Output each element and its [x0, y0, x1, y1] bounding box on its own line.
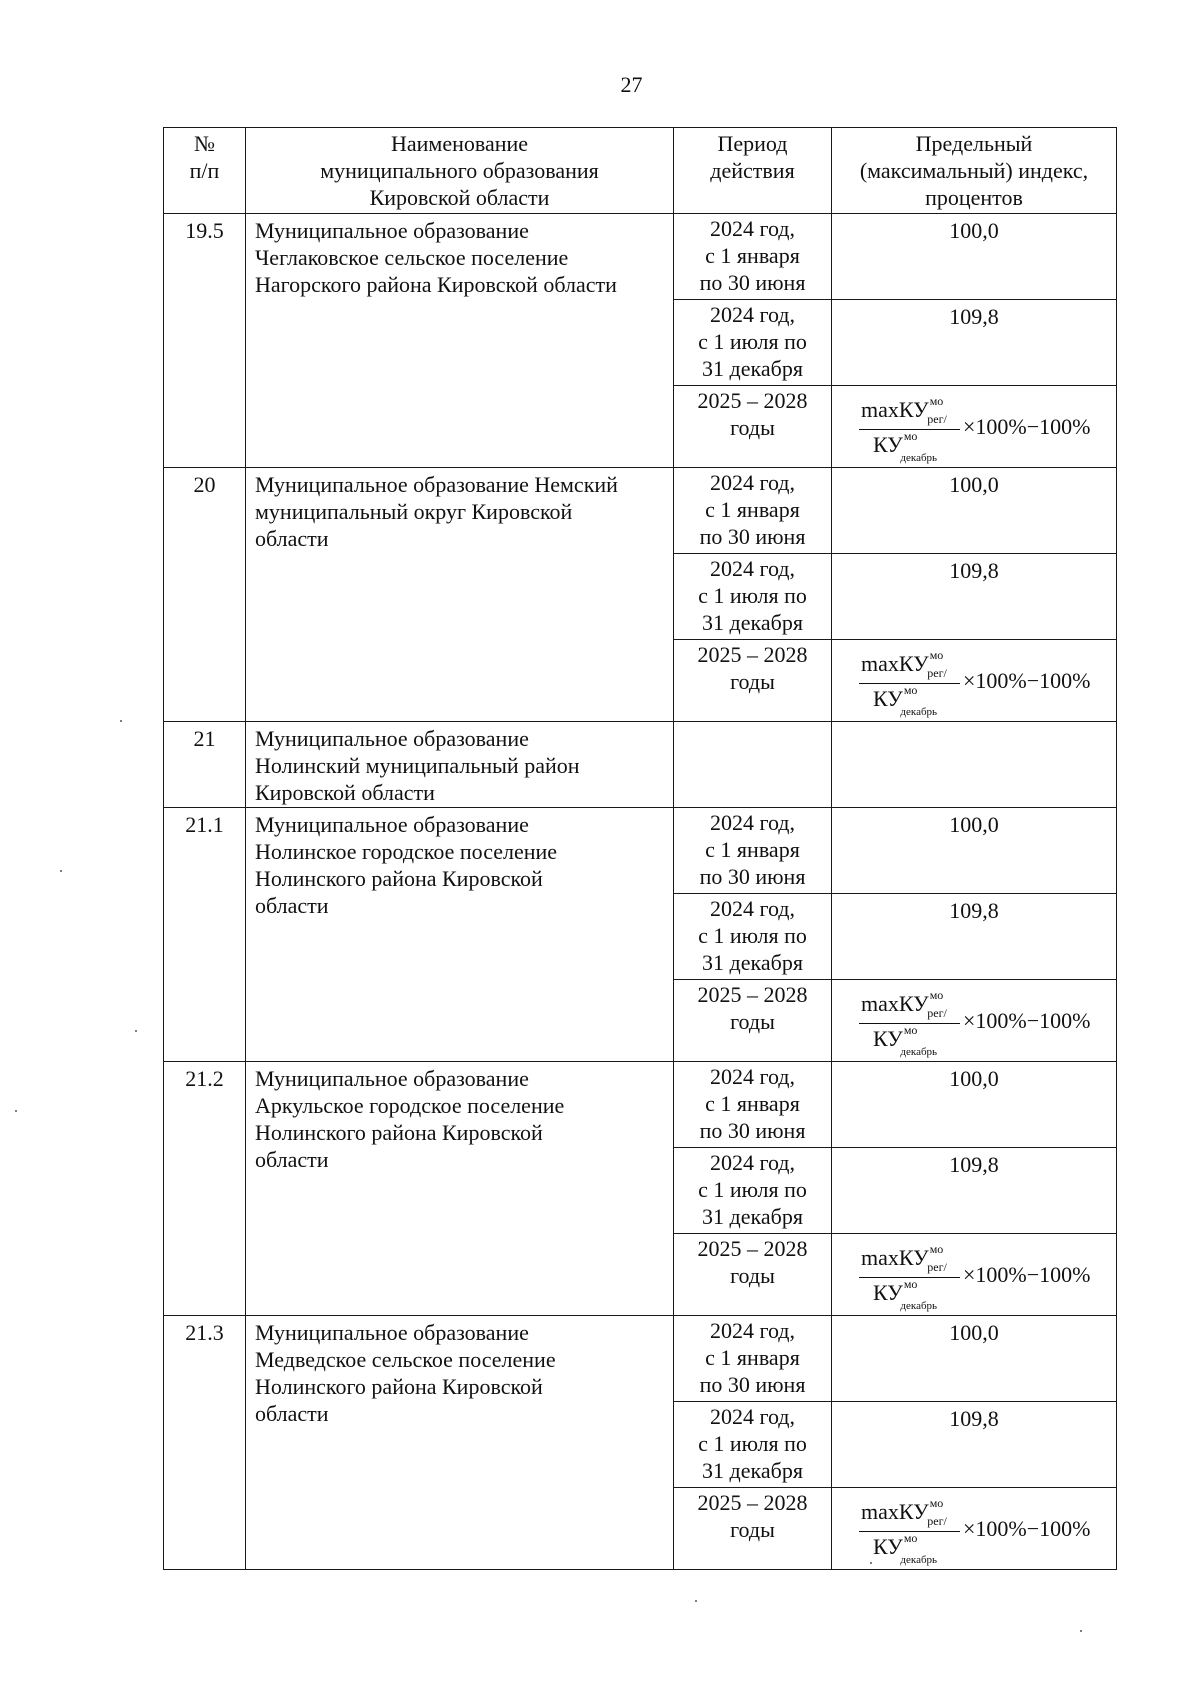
- municipality-name-line: Нолинского района Кировской: [255, 1374, 543, 1399]
- municipality-name-line: области: [255, 893, 329, 918]
- index-value-cell: [832, 808, 1117, 894]
- municipality-name-line: Нолинское городское поселение: [255, 839, 558, 864]
- period-cell: [674, 1148, 832, 1234]
- header-num-line: п/п: [189, 158, 220, 183]
- period-line: с 1 января: [705, 1345, 800, 1370]
- table-row: [164, 722, 1117, 808]
- period-line: с 1 января: [705, 837, 800, 862]
- formula-numerator-sup: мо: [929, 1496, 944, 1510]
- index-value-cell: [832, 1488, 1117, 1570]
- formula-denominator-sub: декабрь: [900, 1300, 938, 1312]
- row-number-cell: [164, 808, 246, 1062]
- header-name-line: Кировской области: [369, 185, 550, 210]
- index-value-cell: [832, 640, 1117, 722]
- formula-numerator-sup: мо: [929, 988, 944, 1002]
- period-line: 2024 год,: [709, 302, 796, 327]
- index-formula: [839, 389, 1109, 463]
- row-number-cell: [164, 214, 246, 468]
- municipality-name-line: Медведское сельское поселение: [255, 1347, 556, 1372]
- index-value-cell: [832, 1062, 1117, 1148]
- period-line: годы: [730, 669, 775, 694]
- formula-denominator-sub: декабрь: [900, 706, 938, 718]
- period-cell: [674, 722, 832, 808]
- municipality-name-cell: [246, 1316, 674, 1570]
- period-line: 2024 год,: [709, 1150, 796, 1175]
- index-value: 100,0: [949, 472, 999, 497]
- municipality-name-line: области: [255, 1147, 329, 1172]
- municipality-name-line: Кировской области: [255, 780, 435, 805]
- index-value: 109,8: [949, 1406, 999, 1431]
- formula-denominator: [873, 1025, 937, 1057]
- formula-denominator-sub: декабрь: [900, 452, 938, 464]
- period-line: 31 декабря: [702, 610, 803, 635]
- row-number: 21.2: [185, 1066, 224, 1091]
- row-number-cell: [164, 468, 246, 722]
- municipality-name-line: Нолинского района Кировской: [255, 1120, 543, 1145]
- row-number-cell: [164, 722, 246, 808]
- index-value: 109,8: [949, 898, 999, 923]
- period-line: с 1 июля по: [698, 1177, 807, 1202]
- period-cell: [674, 1234, 832, 1316]
- period-line: с 1 июля по: [698, 583, 807, 608]
- index-value-cell: [832, 300, 1117, 386]
- index-formula: [839, 1237, 1109, 1311]
- period-line: 31 декабря: [702, 1204, 803, 1229]
- scan-speck: [870, 1562, 872, 1564]
- table-row: [164, 808, 1117, 894]
- municipality-name-cell: [246, 808, 674, 1062]
- formula-denominator-text: КУ: [873, 1280, 903, 1305]
- period-line: годы: [730, 1517, 775, 1542]
- municipality-name-line: области: [255, 526, 329, 551]
- period-line: 2024 год,: [709, 1318, 796, 1343]
- municipality-name-line: Аркульское городское поселение: [255, 1093, 565, 1118]
- formula-numerator: [861, 650, 947, 681]
- index-value-cell: [832, 980, 1117, 1062]
- header-name-line: муниципального образования: [320, 158, 599, 183]
- period-line: по 30 июня: [699, 524, 806, 549]
- formula-denominator-sup: мо: [903, 1023, 918, 1037]
- row-number: 20: [193, 472, 216, 497]
- formula-numerator: [861, 990, 947, 1021]
- period-line: 2024 год,: [709, 810, 796, 835]
- index-table: [163, 127, 1117, 1570]
- row-number: 19.5: [185, 218, 224, 243]
- formula-denominator-sub: декабрь: [900, 1554, 938, 1566]
- formula-denominator-text: КУ: [873, 1026, 903, 1051]
- index-value-cell: [832, 214, 1117, 300]
- formula-numerator-sub: рег/: [927, 1006, 947, 1020]
- formula-denominator: [873, 431, 937, 463]
- period-line: годы: [730, 1009, 775, 1034]
- municipality-name-cell: [246, 1062, 674, 1316]
- formula-denominator-text: КУ: [873, 1534, 903, 1559]
- municipality-name-line: Муниципальное образование: [255, 1320, 529, 1345]
- index-formula: [839, 983, 1109, 1057]
- scan-speck: [695, 1600, 697, 1602]
- period-line: 2024 год,: [709, 556, 796, 581]
- formula-tail: ×100%−100%: [963, 414, 1091, 439]
- header-name-line: Наименование: [390, 131, 529, 156]
- header-index-line: (максимальный) индекс,: [859, 158, 1089, 183]
- scan-speck: [120, 720, 122, 722]
- scan-speck: [15, 1110, 17, 1112]
- scan-speck: [60, 870, 62, 872]
- page-number: 27: [620, 72, 643, 97]
- index-value-cell: [832, 554, 1117, 640]
- formula-denominator-text: КУ: [873, 686, 903, 711]
- header-period-line: действия: [710, 158, 795, 183]
- formula-numerator-text: maxКУ: [861, 1499, 929, 1524]
- formula-numerator-text: maxКУ: [861, 1245, 929, 1270]
- formula-numerator: [861, 1498, 947, 1529]
- formula-numerator-sub: рег/: [927, 1514, 947, 1528]
- municipality-name-line: Нолинский муниципальный район: [255, 753, 580, 778]
- municipality-name-line: Нолинского района Кировской: [255, 866, 543, 891]
- period-cell: [674, 894, 832, 980]
- municipality-name-cell: [246, 468, 674, 722]
- formula-numerator-sup: мо: [929, 648, 944, 662]
- period-line: годы: [730, 415, 775, 440]
- row-number-cell: [164, 1062, 246, 1316]
- period-cell: [674, 386, 832, 468]
- formula-numerator-text: maxКУ: [861, 397, 929, 422]
- formula-numerator-sub: рег/: [927, 666, 947, 680]
- period-line: 2025 – 2028: [697, 1490, 808, 1515]
- period-line: 2025 – 2028: [697, 1236, 808, 1261]
- period-line: с 1 июля по: [698, 1431, 807, 1456]
- municipality-name-line: области: [255, 1401, 329, 1426]
- period-line: по 30 июня: [699, 1372, 806, 1397]
- header-num-cell: [164, 128, 246, 214]
- formula-numerator-sup: мо: [929, 1242, 944, 1256]
- index-value: 109,8: [949, 1152, 999, 1177]
- municipality-name-line: Муниципальное образование: [255, 218, 529, 243]
- period-line: с 1 января: [705, 1091, 800, 1116]
- period-line: по 30 июня: [699, 864, 806, 889]
- scan-speck: [135, 1030, 137, 1032]
- index-value: 100,0: [949, 812, 999, 837]
- period-cell: [674, 468, 832, 554]
- period-line: 31 декабря: [702, 950, 803, 975]
- index-formula: [839, 1491, 1109, 1565]
- municipality-name-line: Муниципальное образование Немский: [255, 472, 618, 497]
- formula-tail: ×100%−100%: [963, 668, 1091, 693]
- municipality-name-cell: [246, 214, 674, 468]
- formula-denominator-sup: мо: [903, 1531, 918, 1545]
- formula-denominator-sub: декабрь: [900, 1046, 938, 1058]
- row-number: 21.1: [185, 812, 224, 837]
- table-row: [164, 214, 1117, 300]
- header-period-line: Период: [717, 131, 788, 156]
- formula-tail: ×100%−100%: [963, 1262, 1091, 1287]
- index-value-cell: [832, 894, 1117, 980]
- period-line: с 1 января: [705, 497, 800, 522]
- period-cell: [674, 300, 832, 386]
- period-line: 31 декабря: [702, 356, 803, 381]
- index-value: 100,0: [949, 1066, 999, 1091]
- formula-numerator-sup: мо: [929, 394, 944, 408]
- row-number: 21.3: [185, 1320, 224, 1345]
- formula-numerator-sub: рег/: [927, 1260, 947, 1274]
- header-index-line: процентов: [925, 185, 1023, 210]
- formula-numerator-text: maxКУ: [861, 651, 929, 676]
- period-line: 2025 – 2028: [697, 982, 808, 1007]
- period-line: с 1 июля по: [698, 329, 807, 354]
- index-value-cell: [832, 1316, 1117, 1402]
- table-header-row: [164, 128, 1117, 214]
- index-value-cell: [832, 1234, 1117, 1316]
- index-value-cell: [832, 1148, 1117, 1234]
- period-line: 2024 год,: [709, 216, 796, 241]
- period-line: 2025 – 2028: [697, 642, 808, 667]
- formula-denominator: [873, 685, 937, 717]
- row-number: 21: [193, 726, 216, 751]
- formula-denominator-sup: мо: [903, 683, 918, 697]
- formula-denominator-text: КУ: [873, 432, 903, 457]
- formula-denominator: [873, 1533, 937, 1565]
- period-cell: [674, 1316, 832, 1402]
- table-row: [164, 1316, 1117, 1402]
- period-line: годы: [730, 1263, 775, 1288]
- formula-denominator-sup: мо: [903, 1277, 918, 1291]
- municipality-name-line: Муниципальное образование: [255, 726, 529, 751]
- period-line: с 1 июля по: [698, 923, 807, 948]
- period-cell: [674, 1402, 832, 1488]
- header-index-line: Предельный: [915, 131, 1033, 156]
- municipality-name-line: муниципальный округ Кировской: [255, 499, 573, 524]
- formula-numerator-text: maxКУ: [861, 991, 929, 1016]
- municipality-name-line: Чеглаковское сельское поселение: [255, 245, 569, 270]
- period-cell: [674, 554, 832, 640]
- period-cell: [674, 980, 832, 1062]
- period-line: 2025 – 2028: [697, 388, 808, 413]
- index-value-cell: [832, 386, 1117, 468]
- index-value-cell: [832, 468, 1117, 554]
- formula-tail: ×100%−100%: [963, 1008, 1091, 1033]
- period-line: 2024 год,: [709, 1404, 796, 1429]
- index-value-cell: [832, 722, 1117, 808]
- index-value-cell: [832, 1402, 1117, 1488]
- municipality-name-line: Муниципальное образование: [255, 1066, 529, 1091]
- index-formula: [839, 643, 1109, 717]
- municipality-name-line: Нагорского района Кировской области: [255, 272, 617, 297]
- period-line: по 30 июня: [699, 1118, 806, 1143]
- period-cell: [674, 1488, 832, 1570]
- formula-denominator-sup: мо: [903, 429, 918, 443]
- period-cell: [674, 1062, 832, 1148]
- table-row: [164, 1062, 1117, 1148]
- period-line: по 30 июня: [699, 270, 806, 295]
- period-cell: [674, 640, 832, 722]
- municipality-name-cell: [246, 722, 674, 808]
- table-body: [164, 128, 1117, 1570]
- header-name-cell: [246, 128, 674, 214]
- row-number-cell: [164, 1316, 246, 1570]
- formula-numerator: [861, 396, 947, 427]
- formula-denominator: [873, 1279, 937, 1311]
- period-line: 2024 год,: [709, 1064, 796, 1089]
- period-line: с 1 января: [705, 243, 800, 268]
- scan-speck: [1080, 1630, 1082, 1632]
- index-value: 109,8: [949, 304, 999, 329]
- formula-numerator: [861, 1244, 947, 1275]
- period-line: 2024 год,: [709, 896, 796, 921]
- index-value: 100,0: [949, 218, 999, 243]
- header-index-cell: [832, 128, 1117, 214]
- formula-tail: ×100%−100%: [963, 1516, 1091, 1541]
- index-value: 100,0: [949, 1320, 999, 1345]
- table-row: [164, 468, 1117, 554]
- period-cell: [674, 808, 832, 894]
- formula-numerator-sub: рег/: [927, 412, 947, 426]
- period-line: 31 декабря: [702, 1458, 803, 1483]
- header-num-line: №: [194, 131, 215, 156]
- period-line: 2024 год,: [709, 470, 796, 495]
- index-value: 109,8: [949, 558, 999, 583]
- municipality-name-line: Муниципальное образование: [255, 812, 529, 837]
- header-period-cell: [674, 128, 832, 214]
- period-cell: [674, 214, 832, 300]
